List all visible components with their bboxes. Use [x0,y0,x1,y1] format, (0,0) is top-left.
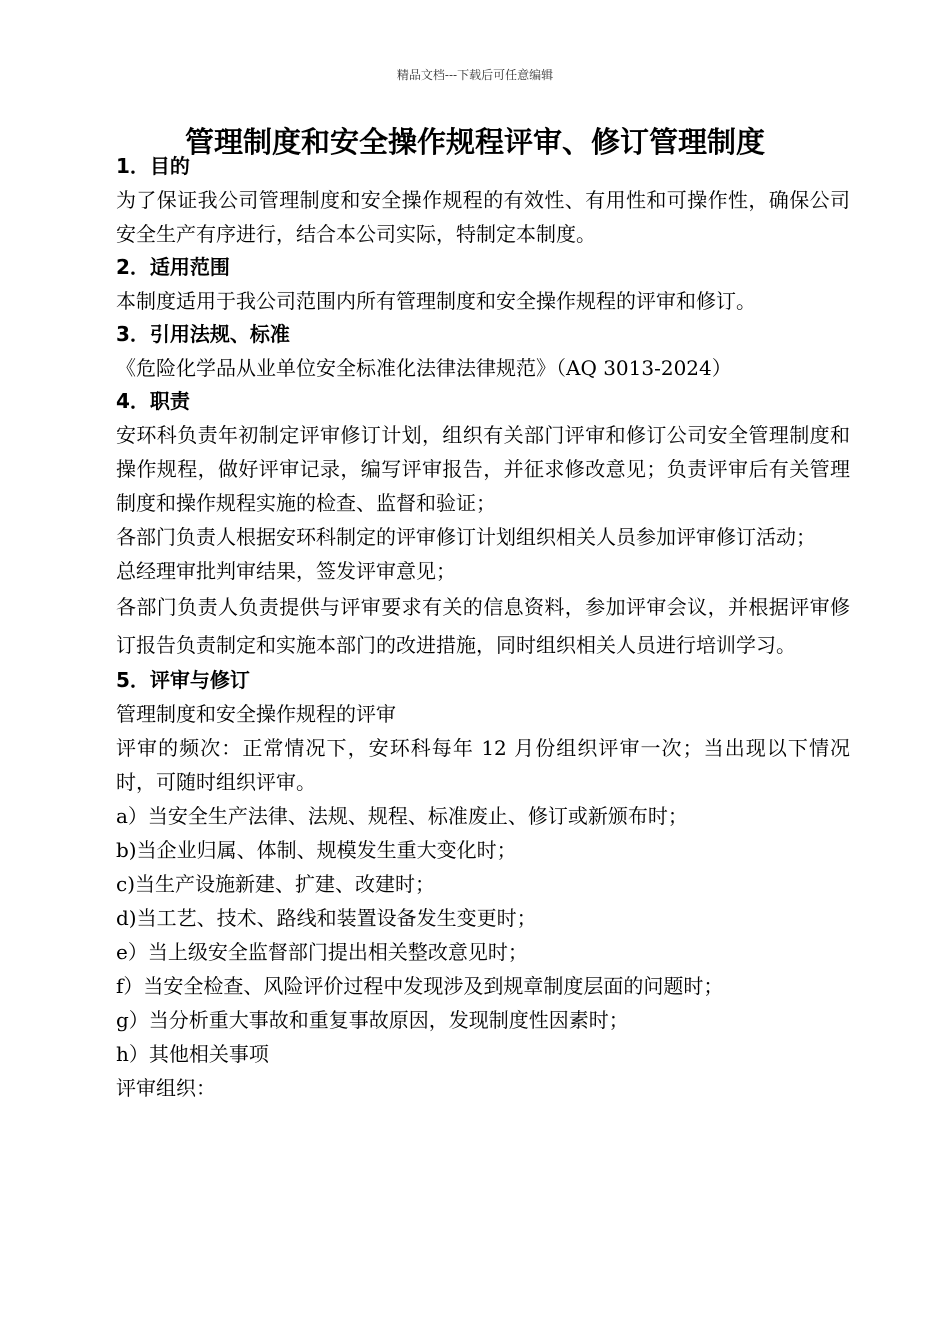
list-item: b)当企业归属、体制、规模发生重大变化时； [116,838,517,862]
list-item: f）当安全检查、风险评价过程中发现涉及到规章制度层面的问题时； [116,974,724,998]
paragraph-review-frequency: 评审的频次：正常情况下，安环科每年 12 月份组织评审一次；当出现以下情况时，可随时组织评审。 [116,736,850,794]
section-heading-references: 3．引用法规、标准 [116,322,290,346]
paragraph-review-organization: 评审组织： [116,1076,216,1100]
section-heading-purpose: 1．目的 [116,154,190,178]
list-item: e）当上级安全监督部门提出相关整改意见时； [116,940,528,964]
paragraph-scope: 本制度适用于我公司范围内所有管理制度和安全操作规程的评审和修订。 [116,289,756,313]
list-item: d)当工艺、技术、路线和装置设备发生变更时； [116,906,537,930]
list-item: h）其他相关事项 [116,1042,269,1066]
page-header: 精品文档---下载后可任意编辑 [396,68,554,82]
paragraph-responsibility-1: 安环科负责年初制定评审修订计划，组织有关部门评审和修订公司安全管理制度和操作规程，做好评审记录，编写评审报告，并征求修改意见；负责评审后有关管理制度和操作规程实施的检查、监督和验证； [116,423,850,515]
paragraph-responsibility-3: 总经理审批判审结果，签发评审意见； [116,559,456,583]
list-item: a）当安全生产法律、法规、规程、标准废止、修订或新颁布时； [116,804,688,828]
section-heading-responsibilities: 4．职责 [116,389,190,413]
list-item: c)当生产设施新建、扩建、改建时； [116,872,436,896]
paragraph-purpose: 为了保证我公司管理制度和安全操作规程的有效性、有用性和可操作性，确保公司安全生产有序进行，结合本公司实际，特制定本制度。 [116,188,850,246]
paragraph-responsibility-4: 各部门负责人负责提供与评审要求有关的信息资料，参加评审会议，并根据评审修订报告负责制定和实施本部门的改进措施，同时组织相关人员进行培训学习。 [116,595,850,657]
document-title: 管理制度和安全操作规程评审、修订管理制度 [184,125,765,159]
section-heading-review: 5．评审与修订 [116,668,250,692]
section-heading-scope: 2．适用范围 [116,255,230,279]
paragraph-references: 《危险化学品从业单位安全标准化法律法律规范》（AQ 3013-2024） [116,356,732,380]
subheading-review: 管理制度和安全操作规程的评审 [116,702,396,726]
list-item: g）当分析重大事故和重复事故原因，发现制度性因素时； [116,1008,629,1032]
document-body [116,150,850,1105]
paragraph-responsibility-2: 各部门负责人根据安环科制定的评审修订计划组织相关人员参加评审修订活动； [116,525,816,549]
